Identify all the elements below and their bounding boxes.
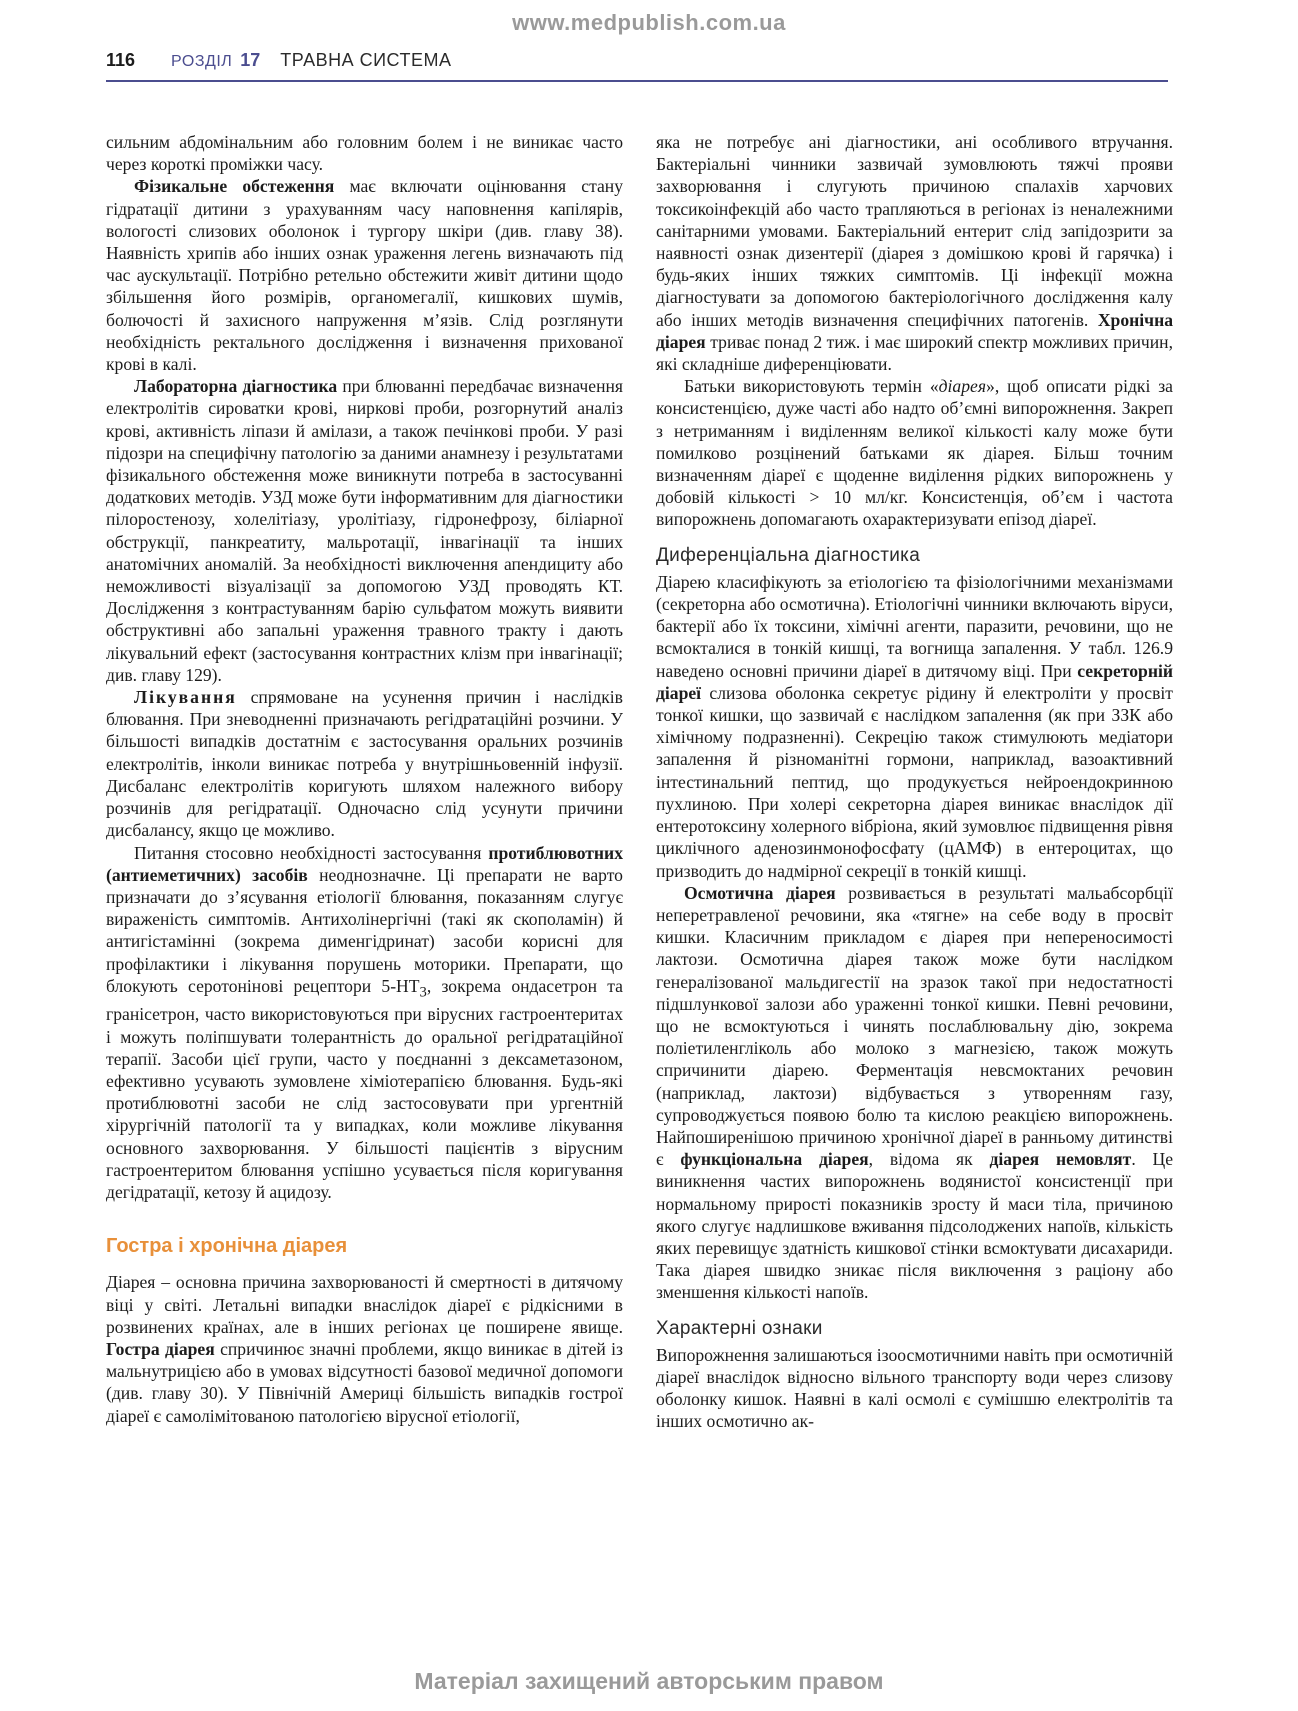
bold-term: функціональна діарея [680,1149,869,1170]
section-heading: Гостра і хронічна діарея [106,1235,348,1258]
bold-term: Фізикальне обстеження [134,176,335,197]
paragraph: Лабораторна діагностика при блюванні передбачає визначення електролітів сироватки крові, ниркові проби, розгорнутий аналіз крові, активність ліпази й амілази, а також печінкові проби. У разі підозри на специфічну патологію за даними анамнезу і результатами фізикального обстеження може виникнути потреба в застосуванні додаткових методів. УЗД може бути інформативним для діагностики пілоростенозу, холелітіазу, уролітіазу, гідронефрозу, біліарної обструкції, панкреатиту, мальротації, інвагінації та інших анатомічних аномалій. За необхідності виключення апендициту або неможливості візуалізації за допомогою УЗД проводять КТ. Дослідження з контрастуванням барію сульфатом можуть виявити обструктивні або запальні ураження травного тракту і дають лікувальний ефект (застосування контрастних клізм при інвагінації; див. главу 129). [106,376,623,685]
paragraph: Діарея – основна причина захворюваності й смертності в дитячому віці у світі. Летальні випадки внаслідок діареї є рідкісними в розвинених країнах, але в інших регіонах це поширене явище. Гостра діарея спричинює значні проблеми, якщо виникає в дітей із мальнутрицією або в умовах відсутності базової медичної допомоги (див. главу 30). У Північній Америці більшість випадків гострої діареї є самолімітованою патологією вірусної етіології, [106,1272,623,1426]
section-label: РОЗДІЛ [171,53,233,70]
bold-term: Гостра діарея [106,1339,215,1360]
header-rule [106,80,1168,82]
right-column [656,131,1173,1433]
paragraph: Діарею класифікують за етіологією та фізіологічними механізмами (секреторна або осмотична). Етіологічні чинники включають віруси, бактерії або їх токсини, хімічні агенти, паразити, речовини, що не всмокталися в тонкій кишці, та вогнища запалення. У табл. 126.9 наведено основні причини діареї в дитячому віці. При секреторній діареї слизова оболонка секретує рідину й електроліти у просвіт тонкої кишки, що зазвичай є наслідком запалення (як при ЗЗК або хімічному подразненні). Секрецію також стимулюють медіатори запалення й різноманітні гормони, наприклад, вазоактивний інтестинальний пептид, що продукується нейроендокринною пухлиною. При холері секреторна діарея виникає внаслідок дії ентеротоксину холерного вібріона, який зумовлює підвищення рівня циклічного аденозинмонофосфату (цАМФ) в ентероцитах, що призводить до надмірної секреції в тонкій кишці. [656,571,1173,881]
page-number: 116 [106,50,136,70]
bold-term: Лікування [134,687,237,708]
running-head [106,50,1168,78]
section-number: 17 [240,50,261,70]
bold-term: Хронічна діарея [656,309,1173,352]
subheading: Характерні ознаки [656,1317,823,1339]
watermark-bottom: Матеріал захищений авторським правом [414,1668,884,1694]
subheading: Диференціальна діагностика [656,544,921,566]
left-column [106,131,623,1427]
paragraph: Випорожнення залишаються ізоосмотичними навіть при осмотичній діареї внаслідок відносно вільного транспорту води через слизову оболонку кишок. Наявні в калі осмолі є сумішшю електролітів та інших осмотично ак- [656,1344,1173,1432]
watermark-top: www.medpublish.com.ua [512,10,786,35]
bold-term: діарея немовлят [989,1149,1132,1170]
bold-term: Осмотична діарея [684,882,836,903]
paragraph: Осмотична діарея розвивається в результаті мальабсорбції неперетравленої речовини, яка «тягне» на себе воду в просвіт кишки. Класичним прикладом є діарея при непереносимості лактози. Осмотична діарея також може бути наслідком генералізованої мальдигестії на зразок такої при недостатності підшлункової залози або ураженні тонкої кишки. Певні речовини, що не всмоктуються і чинять послаблювальну дію, зокрема поліетиленгліколь або молоко з магнезією, також можуть спричинити діарею. Ферментація невсмоктаних речовин (наприклад, лактози) відбувається з утворенням газу, супроводжується появою болю та кислою реакцією випорожнень. Найпоширенішою причиною хронічної діареї в ранньому дитинстві є функціональна діарея, відома як діарея немовлят. Це виникнення частих випорожнень водянистої консистенції при нормальному прирості показників зросту й маси тіла, причиною якого слугує надлишкове вживання підсолоджених напоїв, кількість яких перевищує здатність кишкової стінки всмоктувати дисахариди. Така діарея швидко зникає після виключення з раціону або зменшення кількості напоїв. [656,882,1174,1303]
paragraph: яка не потребує ані діагностики, ані особливого втручання. Бактеріальні чинники зазвичай зумовлюють тяжчі прояви захворювання і слугують причиною спалахів харчових токсикоінфекцій або часто трапляються в регіонах із неналежними санітарними умовами. Бактеріальний ентерит слід запідозрити за наявності ознак дизентерії (діарея з домішкою крові й гарячка) і будь-яких інших тяжких симптомів. Ці інфекції можна діагностувати за допомогою бактеріологічного дослідження калу або інших методів визначення специфічних патогенів. Хронічна діарея триває понад 2 тиж. і має широкий спектр можливих причин, які складніше диференціювати. [656,132,1173,375]
bold-term: секреторній діареї [656,660,1173,703]
paragraph: Лікування спрямоване на усунення причин і наслідків блювання. При зневодненні призначають регідратаційні розчини. У більшості випадків достатнім є застосування оральних розчинів електролітів, інколи виникає потреба у внутрішньовенній інфузії. Дисбаланс електролітів коригують шляхом належного вибору розчинів для регідратації. Одночасно слід усунути причини дисбалансу, якщо це можливо. [106,687,623,841]
paragraph: сильним абдомінальним або головним болем і не виникає часто через короткі проміжки часу. [106,132,623,175]
paragraph: Батьки використовують термін «діарея», щоб описати рідкі за консистенцією, дуже часті або надто об’ємні випорожнення. Закреп з нетриманням і виділенням великої кількості калу може бути помилково розцінений батьками як діарея. Більш точним визначенням діареї є щоденне виділення рідких випорожнень у добовій кількості > 10 мл/кг. Консистенція, об’єм і частота випорожнень допомагають охарактеризувати епізод діареї. [656,376,1173,530]
chapter-title: ТРАВНА СИСТЕМА [280,50,452,70]
bold-term: протиблювотних (антиеметичних) засобів [106,842,623,885]
paragraph: Питання стосовно необхідності застосування протиблювотних (антиеметичних) засобів неоднозначне. Ці препарати не варто призначати до з’ясування етіології блювання, показанням слугує вираженість симптомів. Антихолінергічні (такі як скополамін) й антигістамінні (зокрема дименгідринат) засоби корисні для профілактики і лікування порушень моторики. Препарати, що блокують серотонінові рецептори $5-НТ_3$, зокрема ондасетрон та гранісетрон, часто використовуються при вірусних гастроентеритах і можуть поліпшувати толерантність до оральної регідратаційної терапії. Засоби цієї групи, часто у поєднанні з дексаметазоном, ефективно усувають зумовлене хіміотерапією блювання. Будь-які протиблювотні засоби не слід застосовувати при ургентній хірургічній патології та у випадках, коли можливе лікування основного захворювання. У більшості пацієнтів з вірусним гастроентеритом блювання успішно усувається після коригування дегідратації, кетозу й ацидозу. [106,842,623,1203]
bold-term: Лабораторна діагностика [134,376,338,397]
italic-term: діарея [938,376,987,397]
paragraph: Фізикальне обстеження має включати оцінювання стану гідратації дитини з урахуванням часу наповнення капілярів, вологості слизових оболонок і тургору шкіри (див. главу 38). Наявність хрипів або інших ознак ураження легень визначають під час аускультації. Потрібно ретельно обстежити живіт дитини щодо збільшення його розмірів, органомегалії, кишкових шумів, болючості й захисного напруження м’язів. Слід розглянути необхідність ректального дослідження і визначення прихованої крові в калі. [106,176,623,375]
